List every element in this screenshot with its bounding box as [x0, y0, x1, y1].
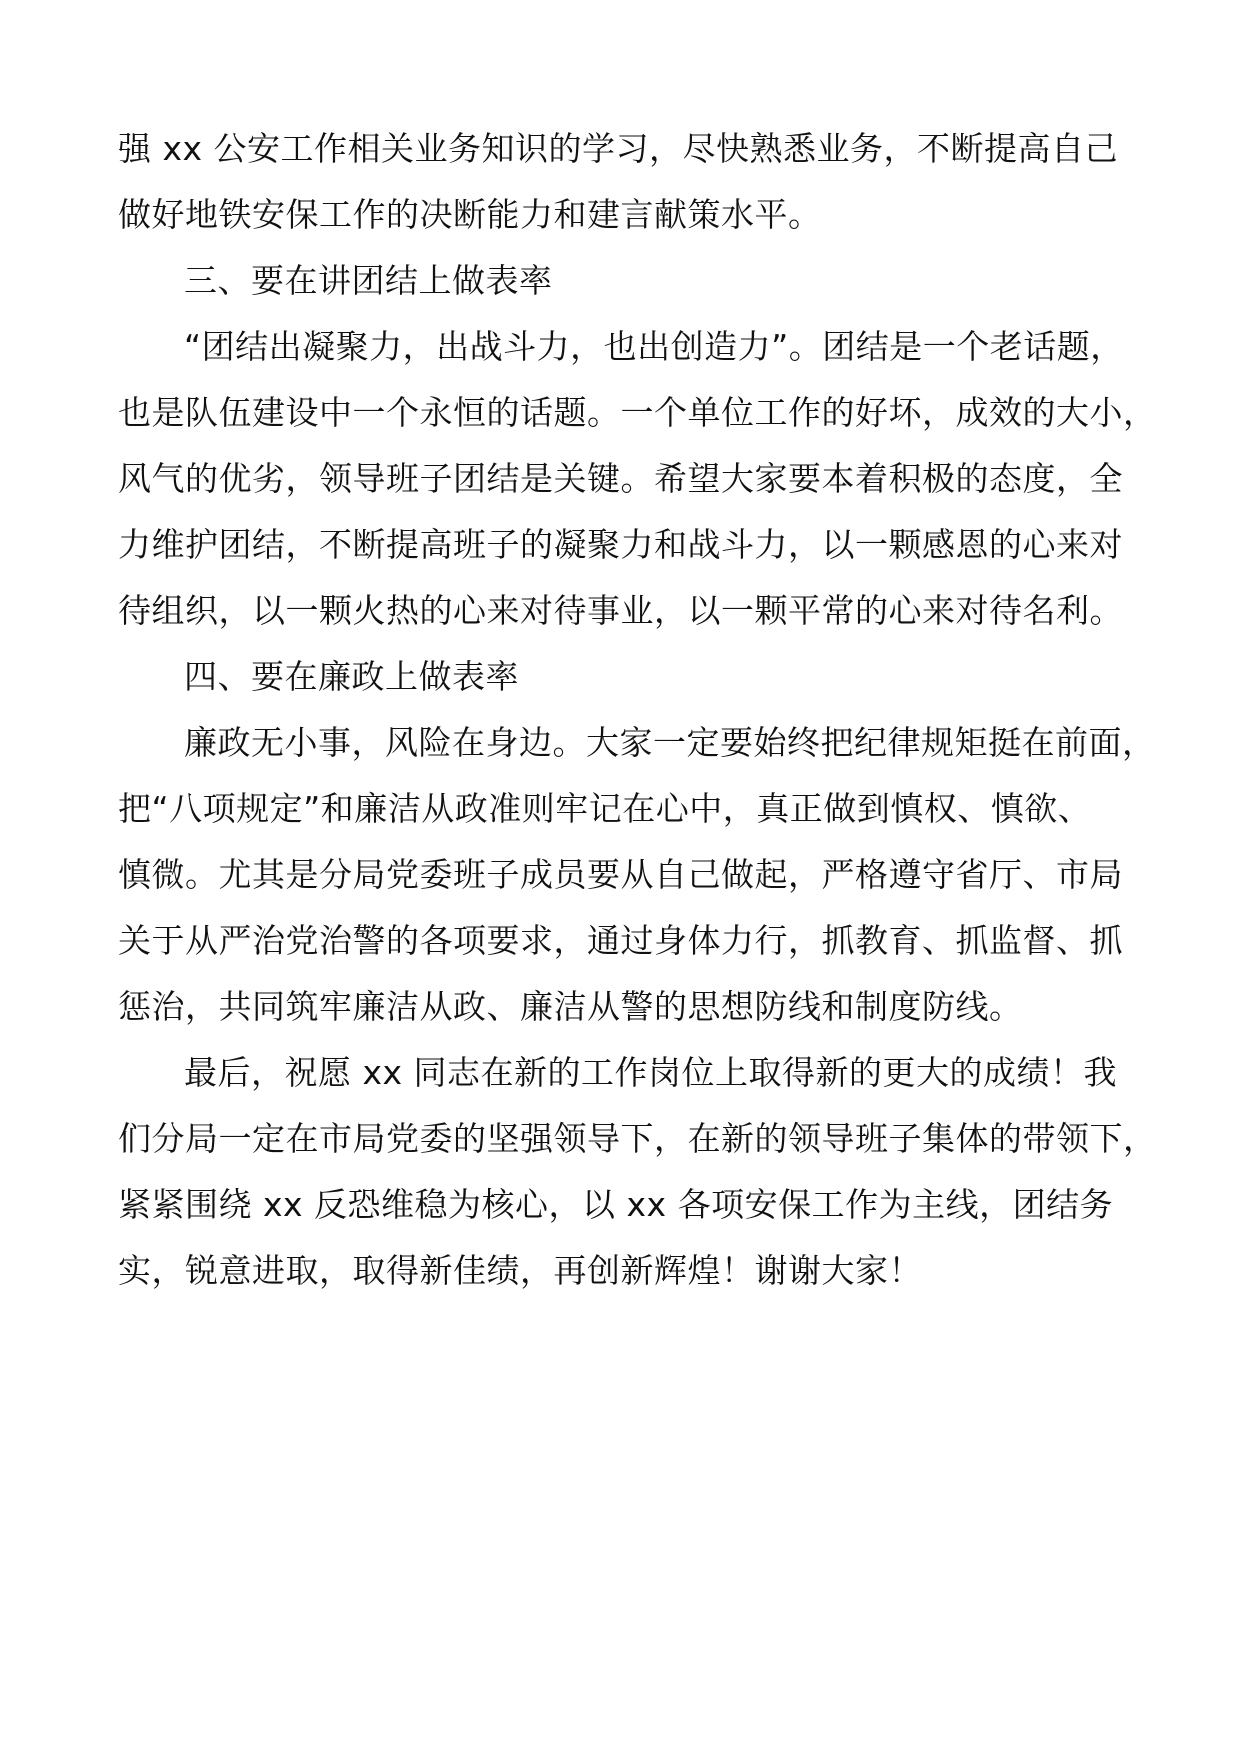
paragraph-line: 力维护团结，不断提高班子的凝聚力和战斗力，以一颗感恩的心来对: [118, 525, 1123, 564]
paragraph-line: 慎微。尤其是分局党委班子成员要从自己做起，严格遵守省厅、市局: [118, 855, 1123, 894]
paragraph-line: 把“八项规定”和廉洁从政准则牢记在心中，真正做到慎权、慎欲、: [118, 789, 1092, 828]
paragraph-line: 也是队伍建设中一个永恒的话题。一个单位工作的好坏，成效的大小，: [118, 393, 1157, 432]
section-heading: 四、要在廉政上做表率: [184, 657, 519, 696]
paragraph-line: 待组织，以一颗火热的心来对待事业，以一颗平常的心来对待名利。: [118, 591, 1123, 630]
paragraph-line: 强 xx 公安工作相关业务知识的学习，尽快熟悉业务，不断提高自己: [118, 129, 1119, 168]
paragraph-line: 最后，祝愿 xx 同志在新的工作岗位上取得新的更大的成绩！我: [184, 1053, 1118, 1092]
paragraph-line: 紧紧围绕 xx 反恐维稳为核心，以 xx 各项安保工作为主线，团结务: [118, 1185, 1114, 1224]
paragraph-line: “团结出凝聚力，出战斗力，也出创造力”。团结是一个老话题，: [184, 327, 1124, 366]
paragraph-line: 实，锐意进取，取得新佳绩，再创新辉煌！谢谢大家！: [118, 1251, 922, 1290]
paragraph-line: 们分局一定在市局党委的坚强领导下，在新的领导班子集体的带领下，: [118, 1119, 1157, 1158]
section-heading: 三、要在讲团结上做表率: [184, 261, 553, 300]
paragraph-line: 廉政无小事，风险在身边。大家一定要始终把纪律规矩挺在前面，: [184, 723, 1156, 762]
paragraph-line: 做好地铁安保工作的决断能力和建言献策水平。: [118, 195, 822, 234]
paragraph-line: 风气的优劣，领导班子团结是关键。希望大家要本着积极的态度，全: [118, 459, 1123, 498]
paragraph-line: 关于从严治党治警的各项要求，通过身体力行，抓教育、抓监督、抓: [118, 921, 1123, 960]
document-body: [118, 116, 1157, 1304]
paragraph-line: 惩治，共同筑牢廉洁从政、廉洁从警的思想防线和制度防线。: [118, 987, 1023, 1026]
